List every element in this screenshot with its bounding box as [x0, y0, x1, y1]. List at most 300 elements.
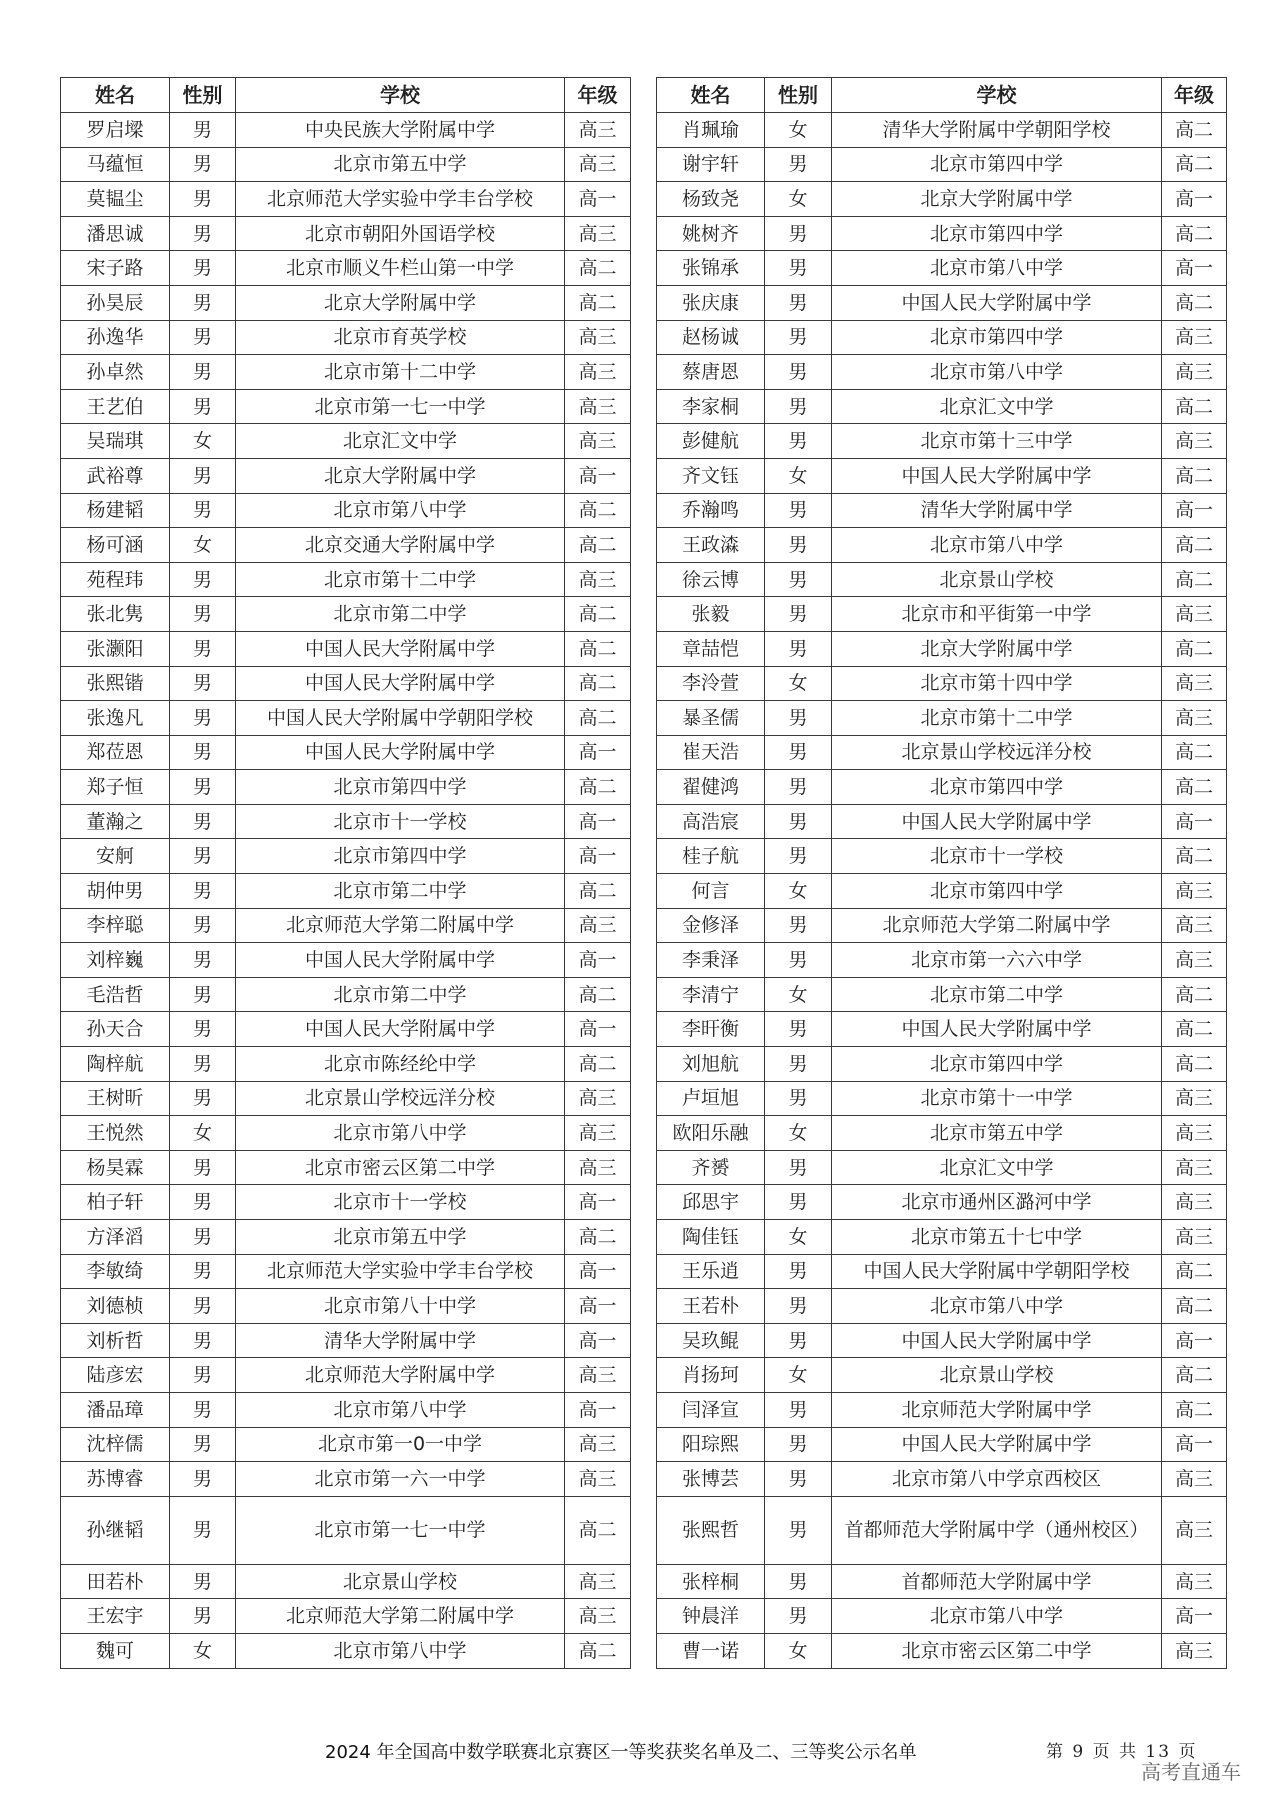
cell-gender: 男 [765, 1081, 832, 1116]
cell-school: 北京大学附属中学 [832, 631, 1162, 666]
cell-name: 钟晨洋 [657, 1599, 765, 1634]
table-row [61, 355, 631, 390]
cell-gender: 男 [170, 458, 236, 493]
cell-grade: 高一 [1162, 182, 1227, 217]
table-row [657, 597, 1227, 632]
table-row [657, 562, 1227, 597]
cell-grade: 高三 [565, 424, 631, 459]
cell-grade: 高一 [565, 943, 631, 978]
cell-name: 方泽滔 [61, 1220, 170, 1255]
cell-name: 杨建韬 [61, 493, 170, 528]
cell-school: 北京景山学校 [832, 1358, 1162, 1393]
cell-gender: 男 [765, 597, 832, 632]
cell-name: 张灏阳 [61, 631, 170, 666]
cell-gender: 男 [170, 804, 236, 839]
cell-grade: 高二 [1162, 147, 1227, 182]
cell-name: 王若朴 [657, 1289, 765, 1324]
cell-gender: 男 [765, 1012, 832, 1047]
table-row [657, 216, 1227, 251]
cell-school: 北京市第一0一中学 [236, 1427, 565, 1462]
header-name: 姓名 [61, 78, 170, 113]
cell-school: 北京汇文中学 [236, 424, 565, 459]
cell-school: 北京大学附属中学 [832, 182, 1162, 217]
cell-name: 刘梓巍 [61, 943, 170, 978]
cell-name: 金修泽 [657, 908, 765, 943]
cell-name: 杨昊霖 [61, 1150, 170, 1185]
cell-grade: 高三 [1162, 1564, 1227, 1599]
cell-gender: 男 [765, 216, 832, 251]
cell-name: 田若朴 [61, 1564, 170, 1599]
table-row [61, 424, 631, 459]
cell-gender: 男 [170, 1564, 236, 1599]
cell-school: 北京市第二中学 [236, 597, 565, 632]
table-row [61, 1392, 631, 1427]
table-row [61, 770, 631, 805]
cell-name: 罗启墚 [61, 113, 170, 148]
table-row [61, 1564, 631, 1599]
cell-name: 王乐逍 [657, 1254, 765, 1289]
table-row [61, 528, 631, 563]
cell-name: 崔天浩 [657, 735, 765, 770]
cell-gender: 男 [765, 631, 832, 666]
cell-name: 乔瀚鸣 [657, 493, 765, 528]
cell-name: 王宏宇 [61, 1599, 170, 1634]
cell-grade: 高三 [1162, 1185, 1227, 1220]
table-row [657, 1392, 1227, 1427]
table-row [61, 1633, 631, 1668]
cell-gender: 男 [765, 355, 832, 390]
cell-grade: 高一 [565, 1012, 631, 1047]
cell-grade: 高二 [1162, 1254, 1227, 1289]
cell-gender: 女 [170, 1633, 236, 1668]
cell-name: 王政潹 [657, 528, 765, 563]
cell-name: 张庆康 [657, 285, 765, 320]
cell-name: 刘析哲 [61, 1323, 170, 1358]
cell-gender: 男 [170, 1047, 236, 1082]
cell-gender: 男 [170, 839, 236, 874]
cell-school: 北京市第八中学 [832, 1289, 1162, 1324]
cell-grade: 高二 [565, 1496, 631, 1564]
cell-gender: 男 [765, 804, 832, 839]
table-row [61, 458, 631, 493]
cell-school: 北京景山学校 [832, 562, 1162, 597]
table-row [61, 597, 631, 632]
cell-school: 北京市第八十中学 [236, 1289, 565, 1324]
cell-school: 北京市第四中学 [832, 1047, 1162, 1082]
table-row [61, 804, 631, 839]
cell-gender: 男 [170, 1081, 236, 1116]
cell-school: 北京师范大学第二附属中学 [832, 908, 1162, 943]
table-row [657, 1047, 1227, 1082]
table-row [61, 562, 631, 597]
cell-grade: 高三 [565, 1358, 631, 1393]
cell-school: 北京市第四中学 [832, 874, 1162, 909]
cell-school: 北京师范大学实验中学丰台学校 [236, 1254, 565, 1289]
cell-gender: 男 [170, 355, 236, 390]
cell-name: 暴圣儒 [657, 701, 765, 736]
table-row [657, 493, 1227, 528]
cell-name: 张梓桐 [657, 1564, 765, 1599]
cell-grade: 高一 [565, 1185, 631, 1220]
table-row [657, 1462, 1227, 1497]
cell-grade: 高二 [565, 1633, 631, 1668]
cell-name: 谢宇轩 [657, 147, 765, 182]
cell-name: 蔡唐恩 [657, 355, 765, 390]
cell-grade: 高三 [565, 908, 631, 943]
table-header-row [61, 78, 631, 113]
table-row [657, 285, 1227, 320]
cell-school: 北京市第一六六中学 [832, 943, 1162, 978]
cell-school: 北京市第八中学 [236, 1633, 565, 1668]
cell-grade: 高三 [565, 1427, 631, 1462]
cell-school: 中国人民大学附属中学 [832, 285, 1162, 320]
cell-school: 北京市第五中学 [236, 147, 565, 182]
cell-school: 北京市第十二中学 [236, 355, 565, 390]
cell-grade: 高二 [1162, 1012, 1227, 1047]
table-row [657, 424, 1227, 459]
cell-grade: 高一 [565, 182, 631, 217]
cell-gender: 女 [765, 1116, 832, 1151]
cell-gender: 男 [170, 1323, 236, 1358]
cell-gender: 男 [765, 1564, 832, 1599]
footer-title: 2024 年全国高中数学联赛北京赛区一等奖获奖名单及二、三等奖公示名单 [325, 1742, 917, 1763]
cell-school: 北京市十一学校 [236, 804, 565, 839]
table-row [61, 977, 631, 1012]
cell-grade: 高一 [565, 1254, 631, 1289]
cell-school: 北京市第四中学 [832, 147, 1162, 182]
cell-school: 北京交通大学附属中学 [236, 528, 565, 563]
cell-grade: 高二 [565, 770, 631, 805]
cell-name: 张熙哲 [657, 1496, 765, 1564]
cell-name: 李敏绮 [61, 1254, 170, 1289]
cell-grade: 高二 [565, 493, 631, 528]
cell-gender: 男 [765, 562, 832, 597]
cell-school: 北京市第四中学 [832, 216, 1162, 251]
table-row [61, 320, 631, 355]
cell-name: 杨致尧 [657, 182, 765, 217]
cell-name: 翟健鸿 [657, 770, 765, 805]
cell-name: 苑程玮 [61, 562, 170, 597]
cell-name: 刘旭航 [657, 1047, 765, 1082]
cell-name: 孙逸华 [61, 320, 170, 355]
cell-name: 王艺伯 [61, 389, 170, 424]
cell-school: 首都师范大学附属中学（通州校区） [832, 1496, 1162, 1564]
cell-name: 曹一诺 [657, 1633, 765, 1668]
cell-gender: 男 [170, 182, 236, 217]
table-row [61, 874, 631, 909]
cell-gender: 男 [170, 562, 236, 597]
cell-grade: 高三 [1162, 320, 1227, 355]
cell-gender: 男 [170, 1496, 236, 1564]
cell-gender: 男 [765, 1289, 832, 1324]
cell-school: 中国人民大学附属中学 [236, 1012, 565, 1047]
cell-name: 张博芸 [657, 1462, 765, 1497]
header-gender: 性别 [765, 78, 832, 113]
table-row [657, 1633, 1227, 1668]
table-row [61, 1358, 631, 1393]
cell-grade: 高二 [1162, 1047, 1227, 1082]
cell-gender: 女 [765, 458, 832, 493]
cell-name: 毛浩哲 [61, 977, 170, 1012]
cell-school: 北京市第十二中学 [832, 701, 1162, 736]
cell-grade: 高三 [565, 113, 631, 148]
cell-name: 肖珮瑜 [657, 113, 765, 148]
table-row [657, 1564, 1227, 1599]
cell-school: 北京汇文中学 [832, 389, 1162, 424]
table-row [61, 113, 631, 148]
cell-grade: 高二 [1162, 528, 1227, 563]
table-row [657, 1116, 1227, 1151]
table-row [61, 1220, 631, 1255]
cell-name: 孙继韬 [61, 1496, 170, 1564]
cell-gender: 男 [170, 631, 236, 666]
cell-gender: 男 [170, 597, 236, 632]
cell-name: 张北隽 [61, 597, 170, 632]
cell-school: 北京市第八中学 [832, 355, 1162, 390]
cell-grade: 高二 [1162, 113, 1227, 148]
cell-gender: 男 [765, 839, 832, 874]
cell-grade: 高一 [1162, 804, 1227, 839]
table-row [657, 908, 1227, 943]
cell-grade: 高三 [565, 355, 631, 390]
cell-grade: 高一 [565, 839, 631, 874]
cell-gender: 男 [765, 493, 832, 528]
cell-school: 中国人民大学附属中学朝阳学校 [832, 1254, 1162, 1289]
cell-school: 北京市第四中学 [236, 839, 565, 874]
cell-gender: 男 [765, 735, 832, 770]
cell-school: 中国人民大学附属中学 [832, 458, 1162, 493]
cell-grade: 高一 [565, 458, 631, 493]
cell-school: 中国人民大学附属中学 [236, 631, 565, 666]
cell-gender: 男 [170, 735, 236, 770]
cell-school: 北京市第二中学 [236, 874, 565, 909]
cell-gender: 男 [170, 908, 236, 943]
cell-gender: 男 [170, 285, 236, 320]
cell-name: 孙卓然 [61, 355, 170, 390]
cell-school: 北京市第十二中学 [236, 562, 565, 597]
cell-name: 徐云博 [657, 562, 765, 597]
table-header-row [657, 78, 1227, 113]
cell-name: 李清宁 [657, 977, 765, 1012]
cell-grade: 高三 [565, 1564, 631, 1599]
cell-grade: 高三 [565, 320, 631, 355]
cell-name: 孙昊辰 [61, 285, 170, 320]
cell-gender: 男 [765, 1254, 832, 1289]
cell-gender: 女 [170, 1116, 236, 1151]
table-row [61, 701, 631, 736]
table-row [657, 458, 1227, 493]
cell-grade: 高三 [565, 1081, 631, 1116]
cell-grade: 高三 [1162, 597, 1227, 632]
cell-grade: 高三 [1162, 943, 1227, 978]
cell-name: 柏子轩 [61, 1185, 170, 1220]
cell-school: 北京市十一学校 [236, 1185, 565, 1220]
table-row [657, 113, 1227, 148]
cell-gender: 男 [170, 1220, 236, 1255]
cell-name: 欧阳乐融 [657, 1116, 765, 1151]
table-row [61, 493, 631, 528]
table-row [657, 1185, 1227, 1220]
cell-grade: 高二 [565, 597, 631, 632]
cell-grade: 高一 [1162, 1323, 1227, 1358]
table-row [61, 216, 631, 251]
cell-gender: 男 [765, 908, 832, 943]
cell-gender: 男 [170, 666, 236, 701]
cell-grade: 高二 [1162, 735, 1227, 770]
cell-name: 陶佳钰 [657, 1220, 765, 1255]
cell-grade: 高三 [565, 1599, 631, 1634]
cell-name: 马蕴恒 [61, 147, 170, 182]
cell-gender: 女 [765, 666, 832, 701]
cell-name: 潘思诚 [61, 216, 170, 251]
table-row [61, 735, 631, 770]
table-row [657, 1599, 1227, 1634]
table-row [657, 701, 1227, 736]
cell-school: 北京市通州区潞河中学 [832, 1185, 1162, 1220]
cell-grade: 高一 [565, 1392, 631, 1427]
cell-grade: 高三 [565, 1150, 631, 1185]
cell-gender: 男 [765, 1047, 832, 1082]
table-row [657, 735, 1227, 770]
table-row [61, 1185, 631, 1220]
cell-school: 北京市和平街第一中学 [832, 597, 1162, 632]
cell-school: 北京大学附属中学 [236, 285, 565, 320]
cell-gender: 女 [765, 113, 832, 148]
table-row [61, 1599, 631, 1634]
table-row [61, 1012, 631, 1047]
cell-name: 王树昕 [61, 1081, 170, 1116]
cell-school: 北京市十一学校 [832, 839, 1162, 874]
cell-school: 首都师范大学附属中学 [832, 1564, 1162, 1599]
table-row [657, 804, 1227, 839]
cell-name: 孙天合 [61, 1012, 170, 1047]
cell-name: 陶梓航 [61, 1047, 170, 1082]
cell-school: 中国人民大学附属中学 [832, 804, 1162, 839]
table-row [61, 1427, 631, 1462]
cell-grade: 高一 [1162, 1599, 1227, 1634]
cell-gender: 男 [170, 701, 236, 736]
cell-grade: 高二 [1162, 977, 1227, 1012]
cell-name: 宋子路 [61, 251, 170, 286]
cell-name: 肖扬珂 [657, 1358, 765, 1393]
table-row [657, 631, 1227, 666]
cell-school: 北京师范大学第二附属中学 [236, 908, 565, 943]
table-row [657, 1254, 1227, 1289]
table-row [657, 1358, 1227, 1393]
cell-school: 北京市第四中学 [236, 770, 565, 805]
cell-grade: 高二 [1162, 839, 1227, 874]
cell-school: 中国人民大学附属中学 [236, 735, 565, 770]
cell-school: 北京市第八中学 [832, 1599, 1162, 1634]
cell-grade: 高三 [1162, 1496, 1227, 1564]
cell-name: 邱思宇 [657, 1185, 765, 1220]
cell-school: 北京市第八中学 [832, 528, 1162, 563]
cell-grade: 高一 [565, 735, 631, 770]
cell-school: 北京师范大学附属中学 [236, 1358, 565, 1393]
table-row [657, 1323, 1227, 1358]
cell-name: 李泠萱 [657, 666, 765, 701]
table-row [61, 251, 631, 286]
cell-gender: 男 [170, 1012, 236, 1047]
cell-school: 北京市第十四中学 [832, 666, 1162, 701]
table-row [61, 1150, 631, 1185]
cell-gender: 男 [765, 251, 832, 286]
table-row [657, 389, 1227, 424]
cell-gender: 男 [765, 147, 832, 182]
cell-school: 中央民族大学附属中学 [236, 113, 565, 148]
table-row [61, 1081, 631, 1116]
table-row [61, 1254, 631, 1289]
cell-gender: 男 [170, 147, 236, 182]
cell-gender: 男 [170, 251, 236, 286]
table-row [657, 320, 1227, 355]
cell-grade: 高二 [1162, 1358, 1227, 1393]
cell-school: 中国人民大学附属中学朝阳学校 [236, 701, 565, 736]
cell-school: 北京市育英学校 [236, 320, 565, 355]
cell-name: 沈梓儒 [61, 1427, 170, 1462]
cell-gender: 男 [170, 1427, 236, 1462]
cell-school: 北京市第五十七中学 [832, 1220, 1162, 1255]
cell-school: 北京市密云区第二中学 [236, 1150, 565, 1185]
cell-gender: 男 [170, 977, 236, 1012]
cell-gender: 男 [765, 1496, 832, 1564]
table-row [657, 147, 1227, 182]
cell-gender: 男 [170, 1150, 236, 1185]
watermark: 高考直通车 [1141, 1760, 1241, 1784]
table-row [61, 147, 631, 182]
cell-grade: 高三 [1162, 908, 1227, 943]
cell-school: 北京市第二中学 [236, 977, 565, 1012]
cell-school: 北京市第八中学 [832, 251, 1162, 286]
cell-name: 李梓聪 [61, 908, 170, 943]
cell-grade: 高三 [1162, 1081, 1227, 1116]
cell-name: 章喆恺 [657, 631, 765, 666]
cell-school: 北京市第八中学京西校区 [832, 1462, 1162, 1497]
table-row [61, 666, 631, 701]
table-row [657, 251, 1227, 286]
cell-grade: 高三 [1162, 1116, 1227, 1151]
cell-school: 北京市陈经纶中学 [236, 1047, 565, 1082]
cell-grade: 高一 [1162, 251, 1227, 286]
cell-grade: 高二 [1162, 770, 1227, 805]
cell-grade: 高三 [1162, 666, 1227, 701]
cell-name: 李家桐 [657, 389, 765, 424]
cell-name: 张毅 [657, 597, 765, 632]
cell-name: 赵杨诚 [657, 320, 765, 355]
cell-name: 郑子恒 [61, 770, 170, 805]
cell-name: 阳琮熙 [657, 1427, 765, 1462]
cell-name: 魏可 [61, 1633, 170, 1668]
table-row [61, 1047, 631, 1082]
cell-name: 张熙锴 [61, 666, 170, 701]
cell-grade: 高三 [1162, 701, 1227, 736]
cell-gender: 女 [765, 874, 832, 909]
cell-name: 卢垣旭 [657, 1081, 765, 1116]
cell-school: 北京市第八中学 [236, 1116, 565, 1151]
table-row [61, 1462, 631, 1497]
cell-school: 北京景山学校远洋分校 [236, 1081, 565, 1116]
cell-gender: 男 [170, 874, 236, 909]
cell-name: 刘德桢 [61, 1289, 170, 1324]
cell-school: 中国人民大学附属中学 [832, 1012, 1162, 1047]
cell-school: 北京市第五中学 [236, 1220, 565, 1255]
cell-name: 何言 [657, 874, 765, 909]
table-row [657, 355, 1227, 390]
cell-gender: 男 [765, 389, 832, 424]
header-name: 姓名 [657, 78, 765, 113]
cell-name: 李秉泽 [657, 943, 765, 978]
cell-name: 王悦然 [61, 1116, 170, 1151]
